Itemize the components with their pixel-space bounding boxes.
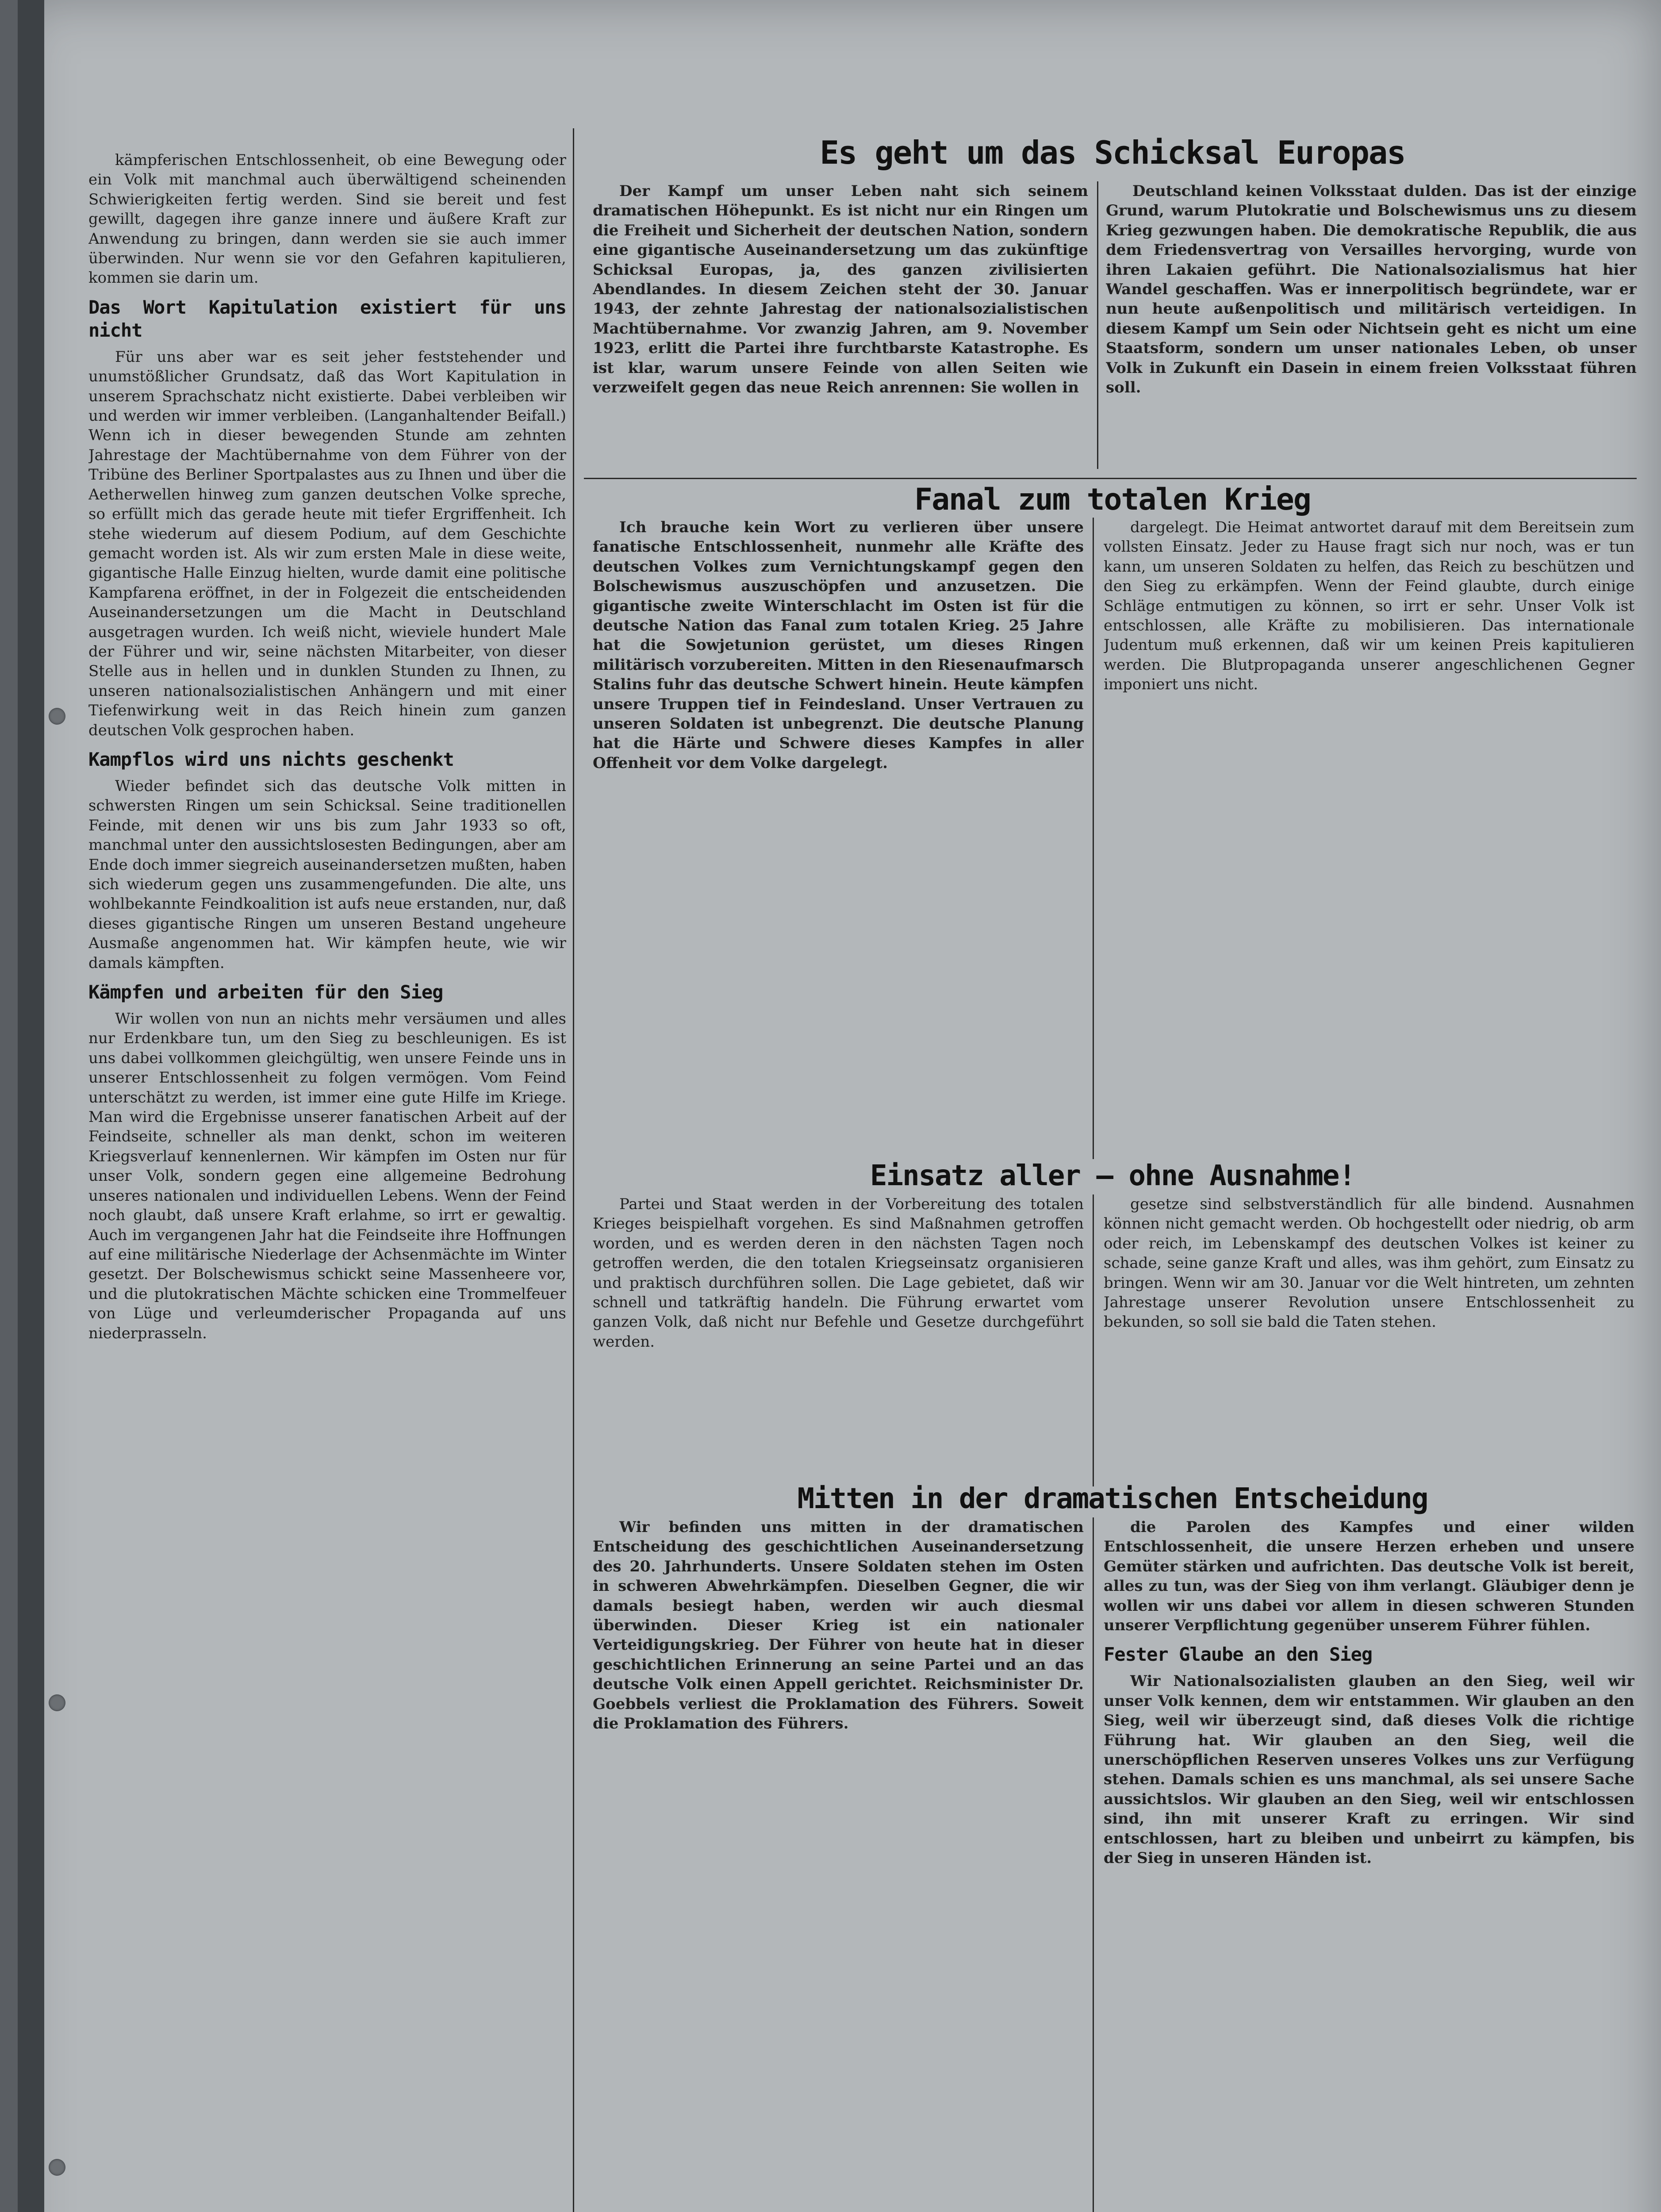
- fanal-headline: Fanal zum totalen Krieg: [914, 482, 1311, 517]
- subheading: Kampflos wird uns nichts geschenkt: [88, 748, 454, 770]
- newspaper-page: [18, 0, 1661, 2212]
- article-paragraph: Wir wollen von nun an nichts mehr versäumen und alles nur Erdenkbare tun, um den Sieg zu beschleunigen. Es ist uns dabei vollkommen gleichgültig, wen unsere Feinde uns in unserer Entschlossenheit zu folgen vermögen. Vom Feind unterschätzt zu werden, ist immer eine gute Hilfe im Kriege. Man wird die Ergebnisse unserer fanatischen Arbeit auf der Feindseite, schneller als man denkt, schon im weiteren Kriegsverlauf kennenlernen. Wir kämpfen im Osten nur für unser Volk, sondern gegen eine allgemeine Bedrohung unseres nationalen und individuellen Lebens. Wenn der Feind noch glaubt, daß unsere Kraft erlahme, so irrt er gewaltig. Auch im vergangenen Jahr hat die Feindseite ihre Hoffnungen auf eine militärische Niederlage der Achsenmächte im Winter gesetzt. Der Bolschewismus schickt seine Massenheere vor, und die plutokratischen Mächte schicken eine Trommelfeuer von Lüge und verleumderischer Propaganda auf uns niederprasseln.: [88, 1010, 566, 1342]
- article-paragraph: Deutschland keinen Volksstaat dulden. Das ist der einzige Grund, warum Plutokratie und Bolschewismus uns zu diesem Krieg gezwungen haben. Die demokratische Republik, die aus dem Friedensvertrag von Versailles hervorging, wurde von ihren Lakaien geführt. Die Nationalsozialismus hat hier Wandel geschaffen. Was er innerpolitisch begründete, war er nun heute außenpolitisch und militärisch verteidigen. In diesem Kampf um Sein oder Nichtsein geht es nicht um eine Staatsform, sondern um unser nationales Leben, ob unser Volk in Zukunft ein Dasein in einem freien Volksstaat führen soll.: [1106, 182, 1637, 397]
- article-paragraph: gesetze sind selbstverständlich für alle bindend. Ausnahmen können nicht gemacht werden. Ob hochgestellt oder niedrig, ob arm oder reich, im Lebenskampf des deutschen Volkes ist keiner zu schade, seine ganze Kraft und alles, was ihm gehört, zum Einsatz zu bringen. Wenn wir am 30. Januar vor die Welt hintreten, um zehnten Jahrestage unserer Revolution unsere Entschlossenheit zu bekunden, so soll sie bald die Taten stehen.: [1104, 1195, 1634, 1331]
- main-headline: Es geht um das Schicksal Europas: [820, 134, 1405, 171]
- article-paragraph: Ich brauche kein Wort zu verlieren über unsere fanatische Entschlossenheit, nunmehr alle Kräfte des deutschen Volkes zum Vernichtungskampf gegen den Bolschewismus auszuschöpfen und anzusetzen. Die gigantische zweite Winterschlacht im Osten ist für die deutsche Nation das Fanal zum totalen Krieg. 25 Jahre hat die Sowjetunion gerüstet, um dieses Ringen militärisch vorzubereiten. Mitten in den Riesenaufmarsch Stalins fuhr das deutsche Schwert hinein. Heute kämpfen unsere Truppen tief in Feindesland. Unser Vertrauen zu unseren Soldaten ist unbegrenzt. Die deutsche Planung hat die Härte und Schwere dieses Kampfes in aller Offenheit vor dem Volke dargelegt.: [593, 518, 1084, 772]
- subheading: Kämpfen und arbeiten für den Sieg: [88, 981, 443, 1003]
- page-binding-edge: [18, 0, 44, 2212]
- article-paragraph: Wieder befindet sich das deutsche Volk mitten in schwersten Ringen um sein Schicksal. Seine traditionellen Feinde, mit denen wir uns bis zum Jahr 1933 so oft, manchmal unter den aussichtslosesten Bedingungen, aber am Ende doch immer siegreich auseinandersetzen mußten, haben sich wiederum gegen uns zusammengefunden. Die alte, uns wohlbekannte Feindkoalition ist aufs neue erstanden, nur, daß dieses gigantische Ringen um unseren Bestand ungeheure Ausmaße angenommen hat. Wir kämpfen heute, wie wir damals kämpften.: [88, 777, 566, 972]
- punch-hole: [49, 1694, 65, 1711]
- subheading: Das Wort Kapitulation existiert für uns nicht: [88, 296, 566, 341]
- article-paragraph: Der Kampf um unser Leben naht sich seinem dramatischen Höhepunkt. Es ist nicht nur ein Ringen um die Freiheit und Sicherheit der deutschen Nation, sondern eine gigantische Auseinandersetzung um das zukünftige Schicksal Europas, ja, des ganzen zivilisierten Abendlandes. In diesem Zeichen steht der 30. Januar 1943, der zehnte Jahrestag der nationalsozialistischen Machtübernahme. Vor zwanzig Jahren, am 9. November 1923, erlitt die Partei ihre furchtbarste Katastrophe. Es ist klar, warum unsere Feinde von allen Seiten wie verzweifelt gegen das neue Reich anrennen: Sie wollen in: [593, 182, 1088, 397]
- column-divider: [1093, 518, 1094, 1159]
- einsatz-col2: [1104, 1194, 1634, 1486]
- einsatz-headline: Einsatz aller — ohne Ausnahme!: [870, 1160, 1355, 1192]
- article-paragraph: Partei und Staat werden in der Vorbereitung des totalen Krieges beispielhaft vorgehen. Es sind Maßnahmen getroffen worden, und es werden deren in den nächsten Tagen noch getroffen werden, die den totalen Kriegseinsatz organisieren und praktisch durchführen sollen. Die Lage gebietet, daß wir schnell und tatkräftig handeln. Die Führung erwartet vom ganzen Volk, daß nicht nur Befehle und Gesetze durchgeführt werden.: [593, 1195, 1084, 1351]
- column-divider: [1097, 181, 1098, 469]
- column-divider: [573, 128, 574, 2212]
- article-paragraph: Für uns aber war es seit jeher feststehender und unumstößlicher Grundsatz, daß das Wort Kapitulation in unserem Sprachschatz nicht existierte. Dabei verbleiben wir und werden wir immer verbleiben. (Langanhaltender Beifall.) Wenn ich in dieser bewegenden Stunde am zehnten Jahrestage der Machtübernahme von dem Führer von der Tribüne des Berliner Sportpalastes aus zu Ihnen und über die Aetherwellen hinweg zum ganzen deutschen Volke spreche, so erfüllt mich das gerade heute mit tiefer Ergriffenheit. Ich stehe wiederum auf diesem Podium, auf dem Geschichte gemacht worden ist. Als wir zum ersten Male in diese weite, gigantische Halle Einzug hielten, wurde damit eine politische Kampfarena eröffnet, in der in Folgezeit die entscheidenden Auseinandersetzungen um die Macht in Deutschland ausgetragen wurden. Ich weiß nicht, wieviele hundert Male der Führer und wir, seine nächsten Mitarbeiter, von dieser Stelle aus in hellen und in dunklen Stunden zu Ihnen, zu unseren nationalsozialistischen Anhängern und mit einer Tiefenwirkung weit in das Reich hinein zum ganzen deutschen Volk gesprochen haben.: [88, 348, 566, 739]
- punch-hole: [49, 2159, 65, 2176]
- subheading: Fester Glaube an den Sieg: [1104, 1644, 1373, 1666]
- article-paragraph: dargelegt. Die Heimat antwortet darauf mit dem Bereitsein zum vollsten Einsatz. Jeder zu Hause fragt sich nur noch, was er tun kann, um unseren Soldaten zu helfen, das Reich zu beschützen und den Sieg zu erkämpfen. Wenn der Feind glaubte, durch einige Schläge entmutigen zu können, so irrt er sehr. Unser Volk ist entschlossen, alle Kräfte zu mobilisieren. Das internationale Judentum muß erkennen, daß wir um keinen Preis kapitulieren werden. Die Blutpropaganda unserer angeschlichenen Gegner imponiert uns nicht.: [1104, 518, 1634, 694]
- main-article-col2: [1106, 181, 1637, 469]
- section-divider: [584, 478, 1637, 479]
- main-article-col1: [593, 181, 1088, 469]
- article-paragraph: kämpferischen Entschlossenheit, ob eine Bewegung oder ein Volk mit manchmal auch überwältigend scheinenden Schwierigkeiten fertig werden. Sind sie bereit und fest gewillt, dagegen ihre ganze innere und äußere Kraft zur Anwendung zu bringen, dann werden sie sie auch immer überwinden. Nur wenn sie vor den Gefahren kapitulieren, kommen sie darin um.: [88, 151, 566, 287]
- column-divider: [1093, 1194, 1094, 1486]
- punch-hole: [49, 708, 65, 725]
- fanal-col2: [1104, 518, 1634, 1159]
- mitten-col2: [1104, 1517, 1634, 2212]
- mitten-col1: [593, 1517, 1084, 2212]
- left-column: [88, 150, 566, 2212]
- article-paragraph: Wir befinden uns mitten in der dramatischen Entscheidung des geschichtlichen Auseinandersetzung des 20. Jahrhunderts. Unsere Soldaten stehen im Osten in schweren Abwehrkämpfen. Dieselben Gegner, die wir damals besiegt haben, werden wir auch diesmal überwinden. Dieser Krieg ist ein nationaler Verteidigungskrieg. Der Führer von heute hat in dieser geschichtlichen Erinnerung an seine Partei und an das deutsche Volk einen Appell gerichtet. Reichsminister Dr. Goebbels verliest die Proklamation des Führers. Soweit die Proklamation des Führers.: [593, 1518, 1084, 1733]
- fanal-col1: [593, 518, 1084, 1159]
- mitten-headline: Mitten in der dramatischen Entscheidung: [797, 1482, 1428, 1515]
- einsatz-col1: [593, 1194, 1084, 1486]
- article-paragraph: Wir Nationalsozialisten glauben an den Sieg, weil wir unser Volk kennen, dem wir entstammen. Wir glauben an den Sieg, weil wir überzeugt sind, daß dieses Volk die richtige Führung hat. Wir glauben an den Sieg, weil die unerschöpflichen Reserven unseres Volkes uns zur Verfügung stehen. Damals schien es uns manchmal, als sei unsere Sache aussichtslos. Wir glauben an den Sieg, weil wir entschlossen sind, ihn mit unserer Kraft zu erringen. Wir sind entschlossen, hart zu bleiben und unbeirrt zu kämpfen, bis der Sieg in unseren Händen ist.: [1104, 1672, 1634, 1867]
- column-divider: [1093, 1517, 1094, 2212]
- article-paragraph: die Parolen des Kampfes und einer wilden Entschlossenheit, die unsere Herzen erheben und unsere Gemüter stärken und aufrichten. Das deutsche Volk ist bereit, alles zu tun, was der Sieg von ihm verlangt. Gläubiger denn je wollen wir uns dabei vor allem in diesen schweren Stunden unserer Verpflichtung gegenüber unserem Führer fühlen.: [1104, 1518, 1634, 1635]
